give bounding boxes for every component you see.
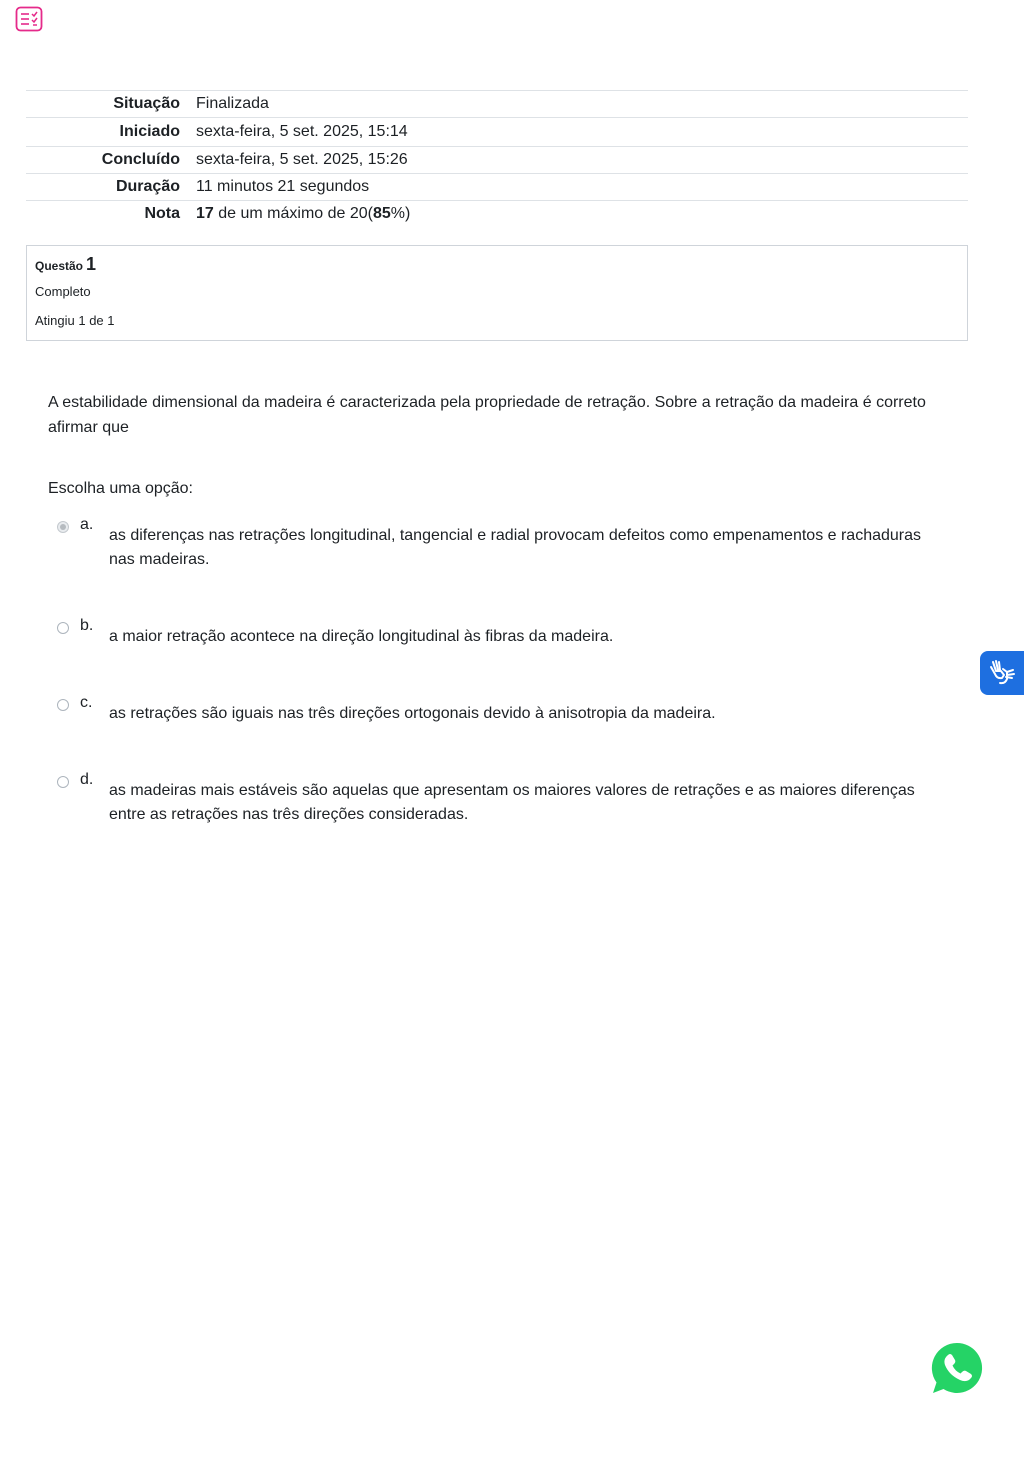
option-letter: c.	[80, 694, 93, 711]
summary-row-grade	[26, 201, 968, 227]
option-text: a maior retração acontece na direção longitudinal às fibras da madeira.	[109, 628, 614, 645]
grade-text-end: %)	[390, 205, 411, 222]
summary-label: Iniciado	[119, 123, 180, 140]
summary-label: Nota	[144, 205, 180, 222]
grade-text-mid: de um máximo de 20(	[213, 205, 373, 222]
summary-row-completed	[26, 147, 968, 174]
radio-button[interactable]	[57, 699, 69, 711]
summary-label: Concluído	[101, 151, 180, 168]
question-label: Questão	[35, 259, 84, 273]
answer-prompt: Escolha uma opção:	[48, 480, 193, 497]
summary-value: sexta-feira, 5 set. 2025, 15:26	[196, 151, 408, 168]
summary-label: Duração	[115, 178, 180, 195]
question-number-value: 1	[86, 254, 97, 274]
summary-value: Finalizada	[196, 95, 269, 112]
radio-button-selected[interactable]	[57, 521, 69, 533]
summary-value: sexta-feira, 5 set. 2025, 15:14	[196, 123, 408, 140]
question-text: A estabilidade dimensional da madeira é caracterizada pela propriedade de retração. Sobre a retração da madeira é correto afirmar que	[48, 394, 926, 436]
question-grade: Atingiu 1 de 1	[35, 313, 115, 328]
option-text: as madeiras mais estáveis são aquelas que apresentam os maiores valores de retrações e as maiores diferenças entre as retrações nas três direções consideradas.	[109, 782, 915, 823]
option-letter: a.	[80, 516, 94, 533]
summary-row-duration	[26, 174, 968, 201]
summary-label: Situação	[113, 95, 180, 112]
attempt-summary-table	[26, 90, 968, 227]
accessibility-widget-button[interactable]	[980, 651, 1024, 695]
question-state: Completo	[35, 284, 91, 299]
summary-row-status	[26, 91, 968, 118]
grade-value	[196, 205, 968, 223]
summary-value: 11 minutos 21 segundos	[196, 178, 370, 195]
radio-button[interactable]	[57, 622, 69, 634]
quiz-list-icon	[15, 6, 43, 32]
option-letter: d.	[80, 771, 94, 788]
whatsapp-icon[interactable]	[929, 1340, 985, 1396]
option-letter: b.	[80, 617, 94, 634]
question-number	[35, 254, 96, 275]
grade-percent: 85	[372, 205, 391, 222]
summary-row-started	[26, 118, 968, 147]
option-text: as retrações são iguais nas três direções ortogonais devido à anisotropia da madeira.	[109, 705, 716, 722]
radio-button[interactable]	[57, 776, 69, 788]
grade-score: 17	[196, 205, 214, 222]
option-text: as diferenças nas retrações longitudinal, tangencial e radial provocam defeitos como empenamentos e rachaduras nas madeiras.	[109, 527, 922, 568]
question-info-box	[26, 245, 968, 341]
sign-language-hands-icon	[987, 658, 1017, 688]
